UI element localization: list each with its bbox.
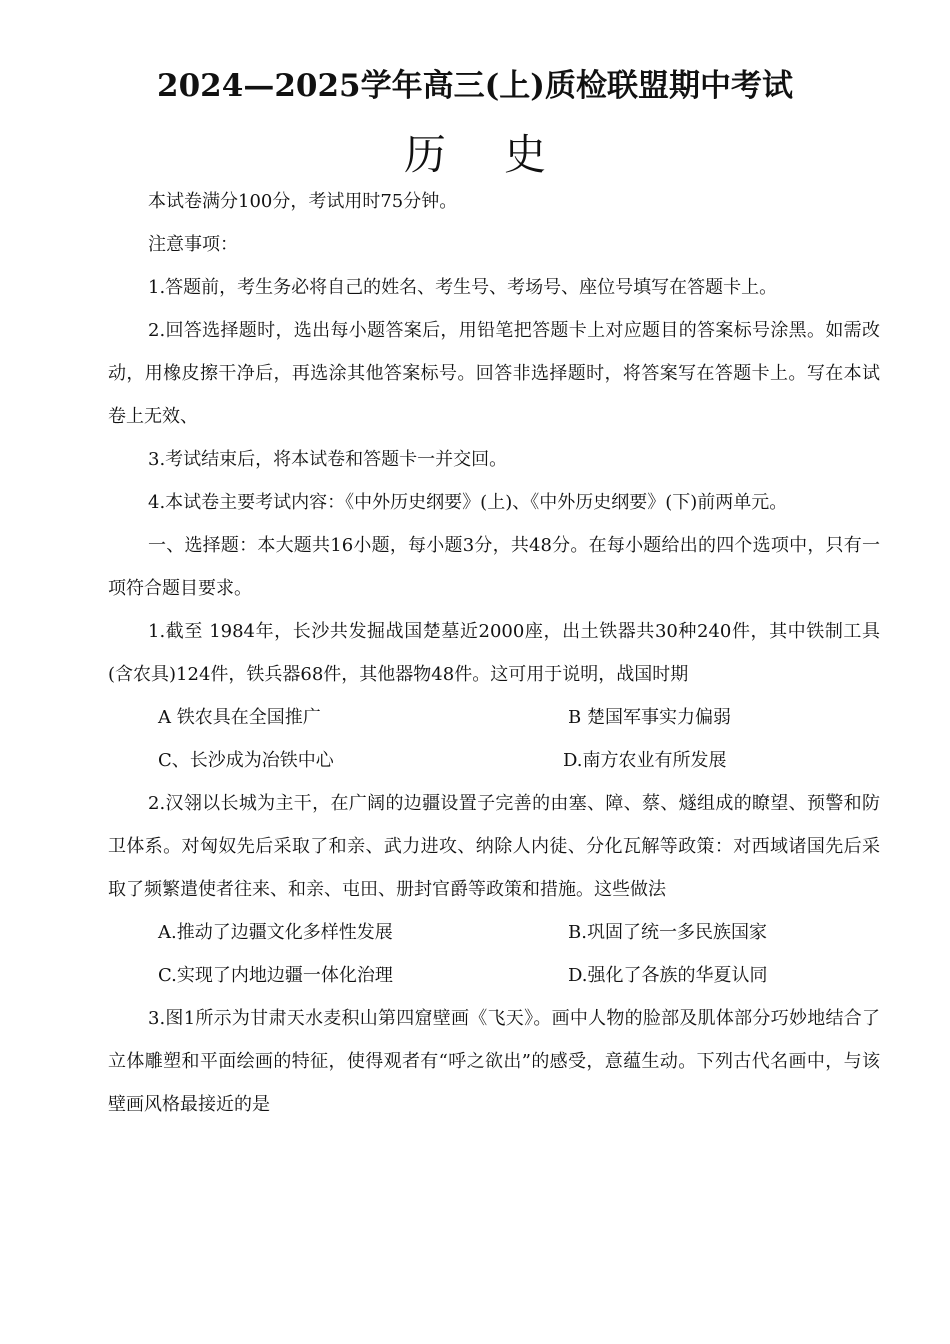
question-2-option-b: B.巩固了统一多民族国家 [568,922,767,943]
notice-item-4: 4.本试卷主要考试内容：《中外历史纲要》(上)、《中外历史纲要》(下)前两单元。 [148,492,788,513]
notice-item-2: 2.回答选择题时，选出每小题答案后，用铅笔把答题卡上对应题目的答案标号涂黑。如需改动，用橡皮擦干净后，再选涂其他答案标号。回答非选择题时，将答案写在答题卡上。写在本试卷上无效、 [108,320,880,427]
notice-item-1: 1.答题前，考生务必将自己的姓名、考生号、考场号、座位号填写在答题卡上。 [148,277,778,298]
notice-item-3: 3.考试结束后，将本试卷和答题卡一并交回。 [148,449,508,470]
subject-char-2: 史 [504,130,547,179]
question-1-option-c: C、长沙成为冶铁中心 [158,750,334,771]
question-1-option-b: B 楚国军事实力偏弱 [568,707,731,728]
subject-title [0,122,950,182]
subject-char-1: 历 [403,130,446,179]
score-time-note: 本试卷满分100分，考试用时75分钟。 [148,191,458,212]
question-1-option-a: A 铁农具在全国推广 [158,707,321,728]
section-heading: 一、选择题：本大题共16小题，每小题3分，共48分。在每小题给出的四个选项中，只有一项符合题目要求。 [108,535,880,599]
question-2-option-a: A.推动了边疆文化多样性发展 [158,922,393,943]
question-1-option-d: D.南方农业有所发展 [563,750,727,771]
question-2-stem: 2.汉翎以长城为主干，在广阔的边疆设置子完善的由塞、障、蔡、燧组成的瞭望、预警和防卫体系。对匈奴先后采取了和亲、武力进攻、纳除人内徒、分化瓦解等政策：对西域诸国先后采取了频繁遣使者往来、和亲、屯田、册封官爵等政策和措施。这些做法 [108,793,880,900]
question-2-option-c: C.实现了内地边疆一体化治理 [158,965,393,986]
question-2-option-d: D.强化了各族的华夏认同 [568,965,768,986]
notice-heading: 注意事项： [148,234,238,255]
question-1-stem: 1.截至 1984年，长沙共发掘战国楚墓近2000座，出土铁器共30种240件，其中铁制工具(含农具)124件，铁兵器68件，其他器物48件。这可用于说明，战国时期 [108,621,880,685]
exam-title: 2024—2025学年高三(上)质检联盟期中考试 [157,68,793,104]
question-3-stem: 3.图1所示为甘肃天水麦积山第四窟壁画《飞天》。画中人物的脸部及肌体部分巧妙地结合了立体雕塑和平面绘画的特征，使得观者有“呼之欲出”的感受，意蕴生动。下列古代名画中，与该壁画风格最接近的是 [108,1008,880,1115]
